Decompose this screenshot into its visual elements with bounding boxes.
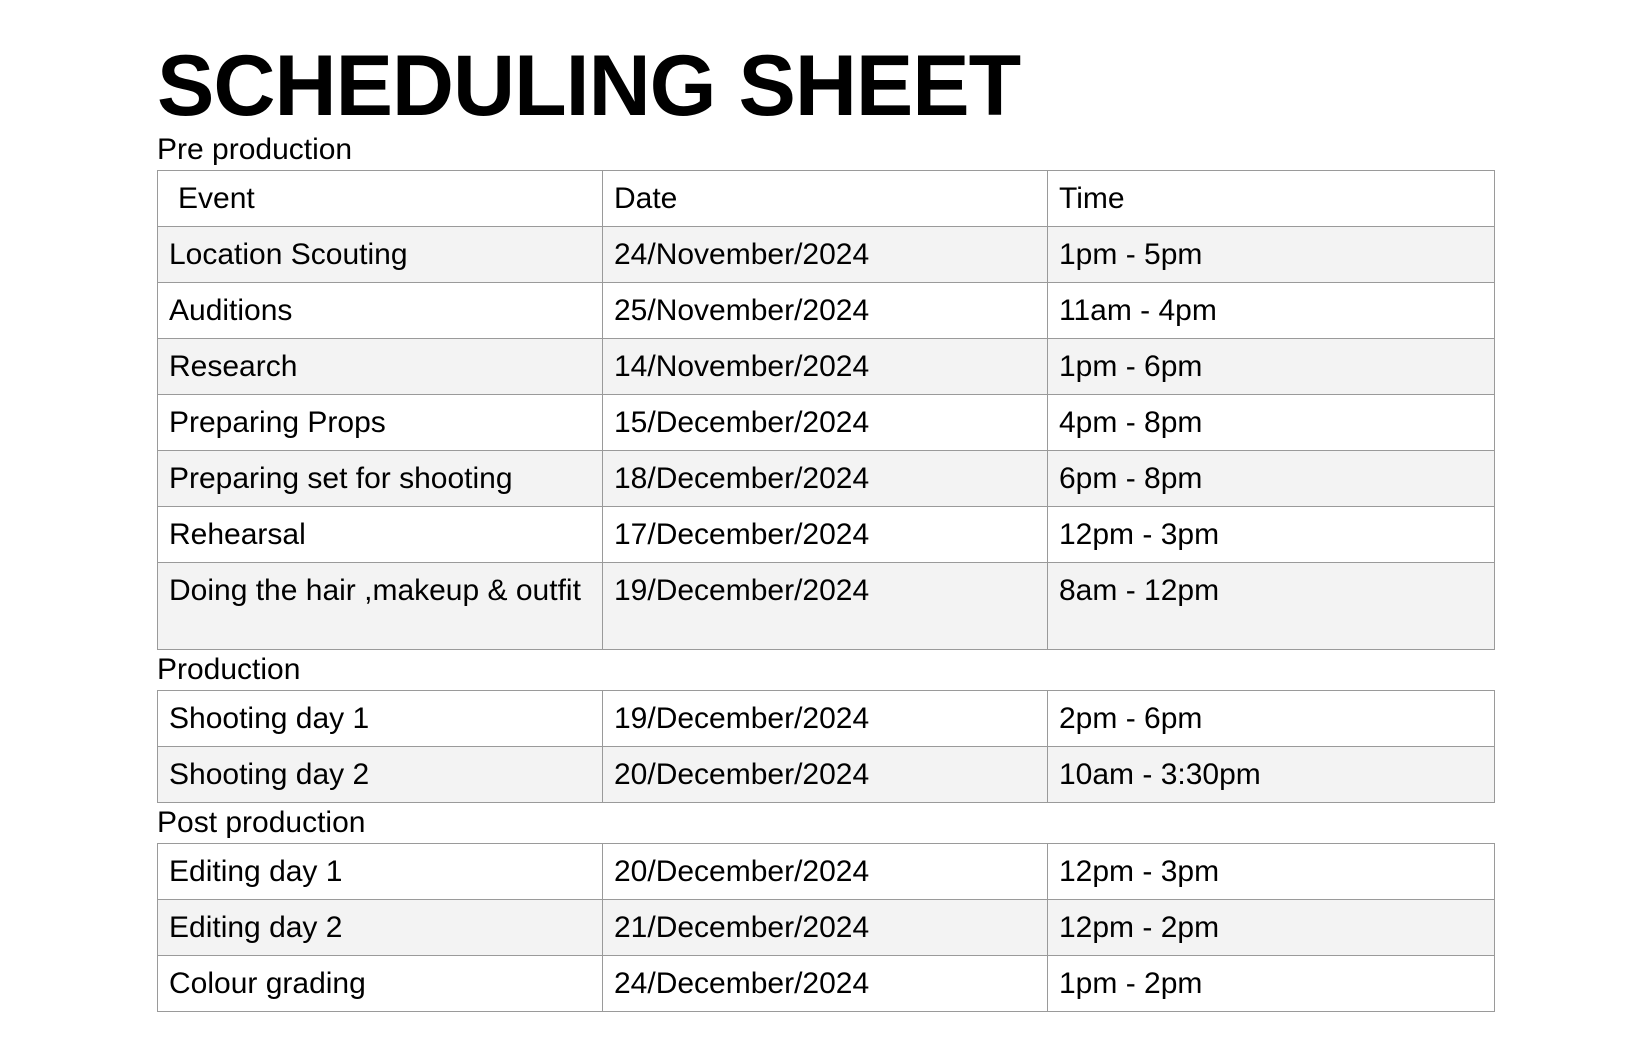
time-cell: 12pm - 3pm bbox=[1048, 507, 1495, 563]
table-row bbox=[158, 747, 1495, 803]
time-cell: 1pm - 2pm bbox=[1048, 956, 1495, 1012]
time-cell: 11am - 4pm bbox=[1048, 283, 1495, 339]
event-cell: Editing day 2 bbox=[158, 900, 603, 956]
table-row bbox=[158, 900, 1495, 956]
event-cell: Auditions bbox=[158, 283, 603, 339]
date-cell: 14/November/2024 bbox=[603, 339, 1048, 395]
time-cell: 6pm - 8pm bbox=[1048, 451, 1495, 507]
table-row bbox=[158, 563, 1495, 650]
table-row bbox=[158, 395, 1495, 451]
time-cell: 12pm - 3pm bbox=[1048, 844, 1495, 900]
event-cell: Rehearsal bbox=[158, 507, 603, 563]
time-cell: 2pm - 6pm bbox=[1048, 691, 1495, 747]
event-cell: Preparing set for shooting bbox=[158, 451, 603, 507]
table-row bbox=[158, 283, 1495, 339]
table-row bbox=[158, 844, 1495, 900]
date-cell: 21/December/2024 bbox=[603, 900, 1048, 956]
event-cell: Doing the hair ,makeup & outfit bbox=[158, 563, 603, 650]
production-table bbox=[157, 690, 1495, 803]
date-cell: 18/December/2024 bbox=[603, 451, 1048, 507]
event-cell: Shooting day 2 bbox=[158, 747, 603, 803]
time-cell: 8am - 12pm bbox=[1048, 563, 1495, 650]
section-label-production: Production bbox=[157, 653, 301, 686]
time-cell: 12pm - 2pm bbox=[1048, 900, 1495, 956]
date-cell: 19/December/2024 bbox=[603, 691, 1048, 747]
section-label-pre-production: Pre production bbox=[157, 133, 353, 166]
table-row bbox=[158, 691, 1495, 747]
page-title: SCHEDULING SHEET bbox=[157, 38, 1021, 134]
column-header-time: Time bbox=[1048, 171, 1495, 227]
date-cell: 24/November/2024 bbox=[603, 227, 1048, 283]
column-header-event: Event bbox=[158, 171, 603, 227]
table-row bbox=[158, 956, 1495, 1012]
time-cell: 1pm - 6pm bbox=[1048, 339, 1495, 395]
event-cell: Editing day 1 bbox=[158, 844, 603, 900]
section-label-post-production: Post production bbox=[157, 806, 366, 839]
event-cell: Preparing Props bbox=[158, 395, 603, 451]
time-cell: 10am - 3:30pm bbox=[1048, 747, 1495, 803]
table-header-row bbox=[158, 171, 1495, 227]
event-cell: Location Scouting bbox=[158, 227, 603, 283]
date-cell: 19/December/2024 bbox=[603, 563, 1048, 650]
column-header-date: Date bbox=[603, 171, 1048, 227]
date-cell: 24/December/2024 bbox=[603, 956, 1048, 1012]
pre-production-table bbox=[157, 170, 1495, 650]
date-cell: 15/December/2024 bbox=[603, 395, 1048, 451]
time-cell: 4pm - 8pm bbox=[1048, 395, 1495, 451]
event-cell: Shooting day 1 bbox=[158, 691, 603, 747]
table-row bbox=[158, 227, 1495, 283]
event-cell: Research bbox=[158, 339, 603, 395]
post-production-table bbox=[157, 843, 1495, 1012]
table-row bbox=[158, 451, 1495, 507]
event-cell: Colour grading bbox=[158, 956, 603, 1012]
time-cell: 1pm - 5pm bbox=[1048, 227, 1495, 283]
date-cell: 20/December/2024 bbox=[603, 844, 1048, 900]
date-cell: 17/December/2024 bbox=[603, 507, 1048, 563]
date-cell: 25/November/2024 bbox=[603, 283, 1048, 339]
scheduling-sheet bbox=[157, 38, 1494, 1012]
table-row bbox=[158, 339, 1495, 395]
table-row bbox=[158, 507, 1495, 563]
date-cell: 20/December/2024 bbox=[603, 747, 1048, 803]
